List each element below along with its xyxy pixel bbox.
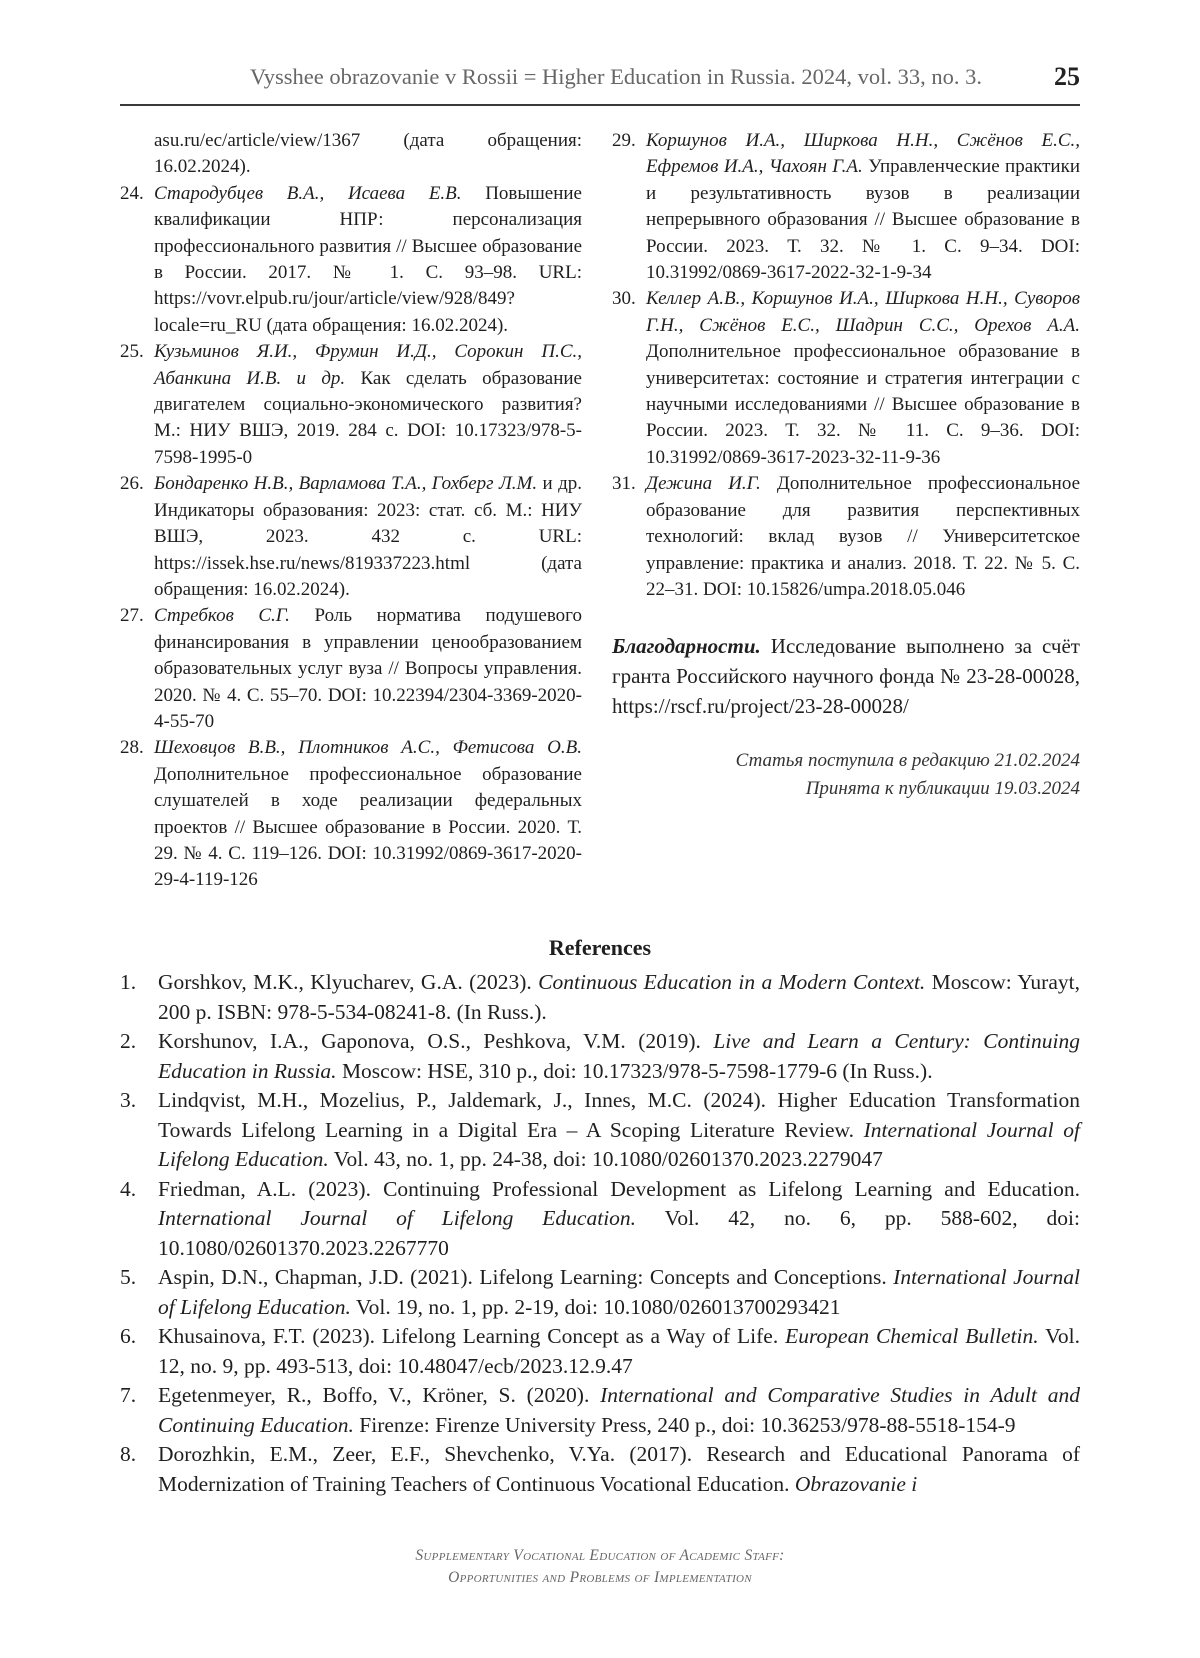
reference-authors: Келлер А.В., Коршунов И.А., Ширкова Н.Н., Суворов Г.Н., Сжёнов Е.С., Шадрин С.С., Орехов А.А. [646, 288, 1080, 336]
reference-text: Как сделать образование двигателем социально-экономического развития? М.: НИУ ВШЭ, 2019. 284 с. DOI: 10.17323/978-5-7598-1995-0 [154, 367, 582, 468]
reference-number: 25. [120, 341, 144, 363]
reference-title: Live and Learn a Century: Continuing Education in Russia. [158, 1029, 1080, 1083]
reference-number: 4. [120, 1176, 137, 1201]
reference-text: asu.ru/ec/article/view/1367 (дата обращения: 16.02.2024). [154, 130, 582, 178]
reference-number: 28. [120, 737, 144, 759]
reference-number: 26. [120, 473, 144, 495]
reference-authors: Бондаренко Н.В., Варламова Т.А., Гохберг Л.М. [154, 473, 538, 495]
reference-title: International and Comparative Studies in Adult and Continuing Education. [158, 1383, 1080, 1437]
reference-item [120, 1322, 1080, 1381]
reference-item [612, 471, 1080, 603]
reference-journal: International Journal of Lifelong Education. [158, 1206, 637, 1230]
reference-item [120, 181, 582, 339]
reference-item [120, 339, 582, 471]
reference-journal: International Journal of Lifelong Education. [158, 1265, 1080, 1319]
reference-number: 7. [120, 1383, 137, 1407]
reference-text: Vol. 12, no. 9, pp. 493-513, doi: 10.48047/ecb/2023.12.9.47 [158, 1324, 1080, 1378]
accepted-date: Принята к публикации 19.03.2024 [805, 778, 1080, 800]
submitted-date: Статья поступила в редакцию 21.02.2024 [735, 750, 1080, 772]
reference-number: 8. [120, 1442, 137, 1466]
reference-text: Vol. 19, no. 1, pp. 2-19, doi: 10.1080/026013700293421 [350, 1294, 841, 1319]
reference-number: 24. [120, 182, 144, 204]
reference-text: Korshunov, I.A., Gaponova, O.S., Peshkova, V.M. (2019). [158, 1029, 714, 1053]
reference-authors: Дежина И.Г. [646, 473, 761, 495]
reference-number: 31. [612, 473, 636, 495]
reference-item [120, 471, 582, 603]
reference-text: Дополнительное профессиональное образование слушателей в ходе реализации федеральных проектов // Высшее образование в России. 2020. Т. 29. № 4. С. 119–126. DOI: 10.31992/0869-3617-2020-29-4-119-126 [154, 763, 582, 891]
reference-text: и др. Индикаторы образования: 2023: стат. сб. М.: НИУ ВШЭ, 2023. 432 с. URL: https://issek.hse.ru/news/819337223.html (дата обращения: 16.02.2024). [154, 473, 582, 600]
reference-text: Firenze: Firenze University Press, 240 p., doi: 10.36253/978-88-5518-154-9 [353, 1412, 1016, 1437]
acknowledgment-label: Благодарности. [612, 634, 761, 659]
reference-text: Vol. 43, no. 1, pp. 24-38, doi: 10.1080/02601370.2023.2279047 [328, 1147, 883, 1171]
reference-item [612, 128, 1080, 286]
reference-text: Aspin, D.N., Chapman, J.D. (2021). Lifelong Learning: Concepts and Conceptions. [158, 1265, 894, 1289]
reference-text: Khusainova, F.T. (2023). Lifelong Learning Concept as a Way of Life. [158, 1324, 786, 1348]
reference-text: Moscow: Yurayt, 200 p. ISBN: 978-5-534-08241-8. (In Russ.). [158, 970, 1080, 1024]
running-head [120, 62, 1080, 106]
reference-journal: International Journal of Lifelong Education. [158, 1117, 1080, 1171]
reference-number: 5. [120, 1265, 137, 1289]
references-heading: References [548, 935, 652, 960]
reference-item [120, 1440, 1080, 1499]
reference-text: Повышение квалификации НПР: персонализация профессионального развития // Высшее образование в России. 2017. № 1. С. 93–98. URL: https://vovr.elpub.ru/jour/article/view/928/849?locale=ru_RU (дата обращения: 16.02.2024). [154, 182, 582, 336]
reference-title: Continuous Education in a Modern Context. [538, 970, 926, 994]
acknowledgment [612, 631, 1080, 721]
reference-item [120, 1086, 1080, 1175]
reference-number: 6. [120, 1324, 137, 1348]
reference-authors: Коршунов И.А., Ширкова Н.Н., Сжёнов Е.С., Ефремов И.А., Чахоян Г.А. [646, 130, 1080, 178]
reference-number: 30. [612, 288, 636, 310]
reference-journal: Obrazovanie i [794, 1471, 918, 1496]
reference-text: Дополнительное профессиональное образование для развития перспективных технологий: вклад вузов // Университетское управление: практика и анализ. 2018. Т. 22. № 5. С. 22–31. DOI: 10.15826/umpa.2018.05.046 [646, 473, 1081, 600]
left-column [120, 128, 582, 894]
page-number: 25 [1054, 62, 1080, 91]
reference-number: 29. [612, 130, 636, 151]
reference-text: Дополнительное профессиональное образование в университетах: состояние и стратегия интеграции с научными исследованиями // Высшее образование в России. 2023. Т. 32. № 11. С. 9–36. DOI: 10.31992/0869-3617-2023-32-11-9-36 [646, 341, 1080, 468]
running-footer [120, 1545, 1080, 1589]
acknowledgment-text: Исследование выполнено за счёт гранта Российского научного фонда № 23-28-00028, https://rscf.ru/project/23-28-00028/ [612, 634, 1080, 719]
reference-item [120, 128, 582, 181]
reference-text: Dorozhkin, E.M., Zeer, E.F., Shevchenko, V.Ya. (2017). Research and Educational Panorama of Modernization of Training Teachers of Continuous Vocational Education. [158, 1442, 1080, 1496]
reference-number: 1. [120, 970, 137, 994]
reference-text: Управленческие практики и результативность вузов в реализации непрерывного образования // Высшее образование в России. 2023. Т. 32. № 1. С. 9–34. DOI: 10.31992/0869-3617-2022-32-1-9-34 [646, 156, 1080, 284]
reference-number: 2. [120, 1029, 137, 1053]
reference-text: Egetenmeyer, R., Boffo, V., Kröner, S. (2020). [158, 1383, 601, 1407]
reference-text: Vol. 42, no. 6, pp. 588-602, doi: 10.1080/02601370.2023.2267770 [158, 1206, 1080, 1260]
received-dates [612, 747, 1080, 803]
reference-text: Gorshkov, M.K., Klyucharev, G.A. (2023). [158, 970, 539, 994]
reference-item [120, 1027, 1080, 1086]
footer-title-line1: Supplementary Vocational Education of Academic Staff: [415, 1547, 785, 1564]
reference-authors: Стародубцев В.А., Исаева Е.В. [154, 182, 462, 204]
reference-authors: Стребков С.Г. [154, 605, 290, 627]
reference-authors: Шеховцов В.В., Плотников А.С., Фетисова О.В. [154, 737, 582, 759]
reference-item [120, 1263, 1080, 1322]
reference-journal: European Chemical Bulletin. [785, 1324, 1039, 1348]
reference-text: Moscow: HSE, 310 p., doi: 10.17323/978-5-7598-1779-6 (In Russ.). [336, 1058, 933, 1083]
reference-item [612, 286, 1080, 471]
reference-number: 3. [120, 1088, 137, 1112]
reference-text: Lindqvist, M.H., Mozelius, P., Jaldemark, J., Innes, M.C. (2024). Higher Education Transformation Towards Lifelong Learning in a Digital Era – A Scoping Literature Review. [158, 1088, 1080, 1142]
journal-title: Vysshee obrazovanie v Rossii = Higher Education in Russia. 2024, vol. 33, no. 3. [250, 64, 982, 89]
references-list [120, 968, 1080, 1499]
reference-item [120, 603, 582, 735]
reference-authors: Кузьминов Я.И., Фрумин И.Д., Сорокин П.С., Абанкина И.В. и др. [154, 341, 582, 389]
reference-number: 27. [120, 605, 144, 627]
footer-title-line2: Opportunities and Problems of Implementation [448, 1569, 752, 1586]
reference-item [120, 735, 582, 893]
reference-item [120, 1381, 1080, 1440]
reference-item [120, 968, 1080, 1027]
reference-text: Friedman, A.L. (2023). Continuing Professional Development as Lifelong Learning and Education. [158, 1176, 1080, 1201]
right-column [612, 128, 1080, 803]
reference-item [120, 1175, 1080, 1264]
reference-text: Роль норматива подушевого финансирования в управлении ценообразованием образовательных услуг вуза // Вопросы управления. 2020. № 4. С. 55–70. DOI: 10.22394/2304-3369-2020-4-55-70 [154, 605, 582, 732]
